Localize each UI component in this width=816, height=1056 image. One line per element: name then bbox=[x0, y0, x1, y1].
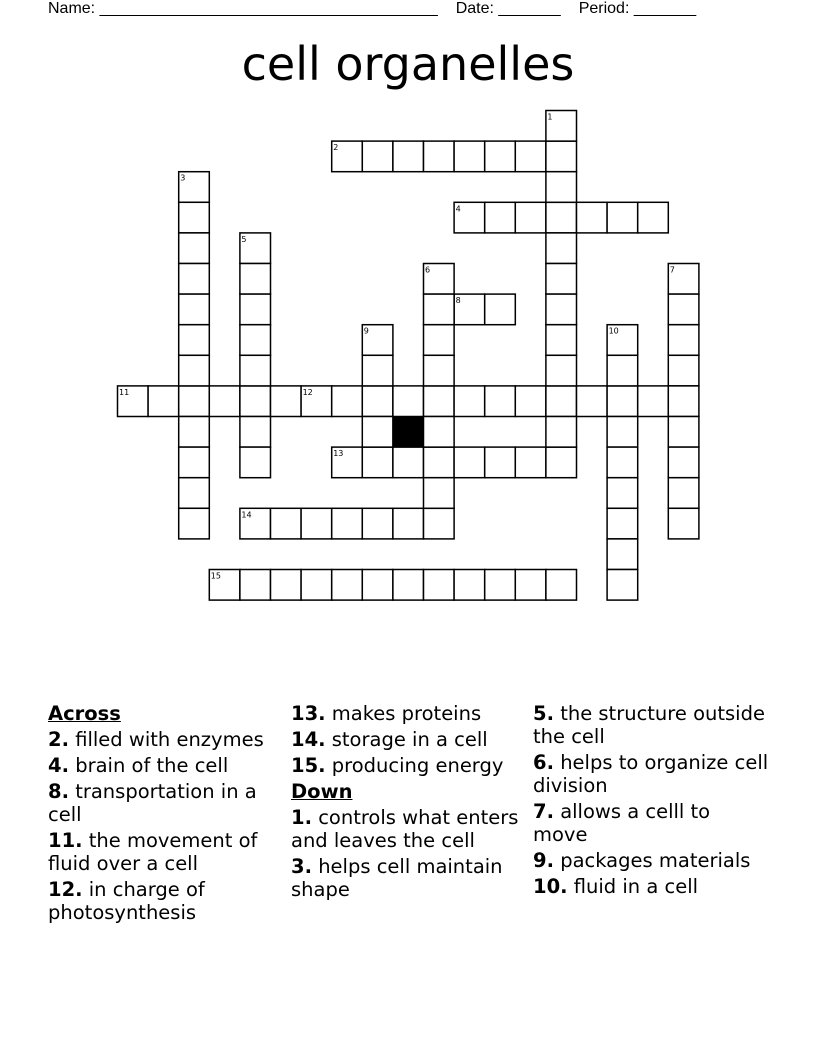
clues-column-2 bbox=[291, 702, 527, 904]
grid-cell[interactable] bbox=[424, 355, 455, 386]
grid-cell[interactable] bbox=[485, 386, 516, 417]
grid-cell[interactable] bbox=[393, 570, 424, 601]
grid-cell[interactable] bbox=[546, 141, 577, 172]
grid-cell[interactable] bbox=[332, 570, 363, 601]
grid-cell[interactable] bbox=[424, 478, 455, 509]
grid-cell[interactable] bbox=[668, 325, 699, 356]
grid-cell[interactable] bbox=[240, 447, 271, 478]
grid-cell[interactable] bbox=[179, 508, 210, 539]
grid-cell[interactable] bbox=[179, 294, 210, 325]
grid-clue-number: 9 bbox=[363, 326, 369, 336]
grid-clue-number: 3 bbox=[180, 173, 186, 183]
grid-cell[interactable] bbox=[668, 417, 699, 448]
grid-cell[interactable] bbox=[179, 447, 210, 478]
grid-cell[interactable] bbox=[515, 570, 546, 601]
clue-across-8: 8. transportation in a cell bbox=[48, 780, 257, 826]
across-heading: Across bbox=[48, 702, 121, 725]
clue-down-1: 1. controls what enters and leaves the cell bbox=[291, 806, 519, 852]
grid-cell[interactable] bbox=[454, 141, 485, 172]
grid-cell[interactable] bbox=[301, 508, 332, 539]
grid-cell[interactable] bbox=[179, 355, 210, 386]
grid-cell[interactable] bbox=[179, 417, 210, 448]
grid-clue-number: 11 bbox=[119, 387, 130, 397]
grid-cell[interactable] bbox=[546, 386, 577, 417]
clues-column-3 bbox=[533, 702, 769, 901]
grid-cell[interactable] bbox=[607, 447, 638, 478]
grid-cell[interactable] bbox=[362, 141, 393, 172]
grid-cell[interactable] bbox=[546, 294, 577, 325]
grid-cell[interactable] bbox=[668, 386, 699, 417]
grid-clue-number: 2 bbox=[333, 143, 339, 153]
clue-across-2: 2. filled with enzymes bbox=[48, 728, 264, 751]
grid-clue-number: 13 bbox=[333, 449, 344, 459]
grid-cell[interactable] bbox=[362, 508, 393, 539]
grid-cell[interactable] bbox=[240, 264, 271, 295]
grid-cell[interactable] bbox=[362, 386, 393, 417]
grid-cell[interactable] bbox=[577, 386, 608, 417]
grid-clue-number: 14 bbox=[241, 510, 252, 520]
grid-cell[interactable] bbox=[607, 417, 638, 448]
grid-cell[interactable] bbox=[546, 264, 577, 295]
grid-cell[interactable] bbox=[546, 202, 577, 233]
grid-cell[interactable] bbox=[454, 570, 485, 601]
grid-black-cell bbox=[393, 417, 424, 448]
grid-clue-number: 1 bbox=[547, 112, 553, 122]
grid-cell[interactable] bbox=[424, 447, 455, 478]
grid-clue-number: 4 bbox=[455, 204, 461, 214]
grid-cell[interactable] bbox=[179, 202, 210, 233]
grid-cell[interactable] bbox=[362, 417, 393, 448]
grid-clue-number: 8 bbox=[455, 296, 461, 306]
grid-cell[interactable] bbox=[179, 233, 210, 264]
grid-cell[interactable] bbox=[179, 478, 210, 509]
down-heading: Down bbox=[291, 780, 353, 803]
grid-cell[interactable] bbox=[424, 325, 455, 356]
clue-down-3: 3. helps cell maintain shape bbox=[291, 855, 503, 901]
grid-cell[interactable] bbox=[546, 447, 577, 478]
grid-cell[interactable] bbox=[424, 294, 455, 325]
grid-cell[interactable] bbox=[638, 202, 669, 233]
grid-cell[interactable] bbox=[607, 508, 638, 539]
grid-cell[interactable] bbox=[332, 386, 363, 417]
grid-cell[interactable] bbox=[148, 386, 179, 417]
clue-down-9: 9. packages materials bbox=[533, 849, 751, 872]
clue-across-4: 4. brain of the cell bbox=[48, 754, 229, 777]
grid-cell[interactable] bbox=[179, 386, 210, 417]
grid-cell[interactable] bbox=[454, 447, 485, 478]
grid-cell[interactable] bbox=[393, 386, 424, 417]
grid-clue-number: 12 bbox=[302, 387, 313, 397]
grid-cell[interactable] bbox=[424, 386, 455, 417]
clue-across-15: 15. producing energy bbox=[291, 754, 504, 777]
grid-cell[interactable] bbox=[362, 447, 393, 478]
grid-cell[interactable] bbox=[485, 570, 516, 601]
grid-cell[interactable] bbox=[515, 202, 546, 233]
grid-cell[interactable] bbox=[668, 508, 699, 539]
grid-cell[interactable] bbox=[485, 202, 516, 233]
clue-across-13: 13. makes proteins bbox=[291, 702, 482, 725]
grid-cell[interactable] bbox=[362, 355, 393, 386]
grid-cell[interactable] bbox=[546, 233, 577, 264]
grid-cell[interactable] bbox=[362, 570, 393, 601]
period-field[interactable]: Period: _______ bbox=[578, 0, 697, 17]
clue-across-14: 14. storage in a cell bbox=[291, 728, 488, 751]
grid-cell[interactable] bbox=[424, 417, 455, 448]
grid-cell[interactable] bbox=[607, 386, 638, 417]
grid-cell[interactable] bbox=[546, 417, 577, 448]
grid-cell[interactable] bbox=[485, 141, 516, 172]
grid-cell[interactable] bbox=[424, 508, 455, 539]
grid-clue-number: 10 bbox=[608, 326, 619, 336]
grid-cell[interactable] bbox=[607, 478, 638, 509]
grid-cell[interactable] bbox=[546, 355, 577, 386]
grid-cell[interactable] bbox=[393, 508, 424, 539]
grid-cell[interactable] bbox=[240, 417, 271, 448]
clue-down-7: 7. allows a celll to move bbox=[533, 800, 711, 846]
clue-across-12: 12. in charge of photosynthesis bbox=[48, 878, 205, 924]
grid-cell[interactable] bbox=[668, 478, 699, 509]
grid-cell[interactable] bbox=[271, 386, 302, 417]
grid-cell[interactable] bbox=[240, 386, 271, 417]
grid-cell[interactable] bbox=[607, 539, 638, 570]
clue-down-6: 6. helps to organize cell division bbox=[533, 751, 769, 797]
grid-cell[interactable] bbox=[668, 355, 699, 386]
grid-cell[interactable] bbox=[607, 202, 638, 233]
grid-cell[interactable] bbox=[668, 447, 699, 478]
clues-column-1 bbox=[48, 702, 284, 927]
grid-cell[interactable] bbox=[179, 264, 210, 295]
grid-cell[interactable] bbox=[515, 386, 546, 417]
grid-cell[interactable] bbox=[240, 355, 271, 386]
grid-cell[interactable] bbox=[515, 141, 546, 172]
grid-cell[interactable] bbox=[546, 570, 577, 601]
grid-cell[interactable] bbox=[546, 172, 577, 203]
clue-down-5: 5. the structure outside the cell bbox=[533, 702, 765, 748]
grid-cell[interactable] bbox=[393, 141, 424, 172]
grid-cell[interactable] bbox=[240, 294, 271, 325]
clue-down-10: 10. fluid in a cell bbox=[533, 875, 699, 898]
grid-cell[interactable] bbox=[271, 570, 302, 601]
grid-cell[interactable] bbox=[332, 508, 363, 539]
grid-cell[interactable] bbox=[485, 294, 516, 325]
name-field[interactable]: Name: ______________________________________ bbox=[48, 0, 438, 17]
grid-cell[interactable] bbox=[515, 447, 546, 478]
grid-clue-number: 15 bbox=[210, 571, 221, 581]
grid-clue-number: 5 bbox=[241, 234, 247, 244]
grid-cell[interactable] bbox=[638, 386, 669, 417]
date-field[interactable]: Date: _______ bbox=[455, 0, 561, 17]
grid-cell[interactable] bbox=[271, 508, 302, 539]
clue-across-11: 11. the movement of fluid over a cell bbox=[48, 829, 258, 875]
page-title: cell organelles bbox=[241, 37, 575, 91]
grid-cell[interactable] bbox=[577, 202, 608, 233]
grid-cell[interactable] bbox=[209, 386, 240, 417]
grid-cell[interactable] bbox=[424, 570, 455, 601]
grid-cell[interactable] bbox=[179, 325, 210, 356]
grid-cell[interactable] bbox=[546, 325, 577, 356]
grid-cell[interactable] bbox=[668, 294, 699, 325]
grid-cell[interactable] bbox=[393, 447, 424, 478]
grid-cell[interactable] bbox=[240, 570, 271, 601]
grid-cell[interactable] bbox=[607, 355, 638, 386]
grid-clue-number: 6 bbox=[425, 265, 431, 275]
grid-cell[interactable] bbox=[301, 570, 332, 601]
grid-cell[interactable] bbox=[240, 325, 271, 356]
grid-cell[interactable] bbox=[485, 447, 516, 478]
grid-clue-number: 7 bbox=[669, 265, 675, 275]
grid-cell[interactable] bbox=[424, 141, 455, 172]
grid-cell[interactable] bbox=[454, 386, 485, 417]
grid-cell[interactable] bbox=[607, 570, 638, 601]
